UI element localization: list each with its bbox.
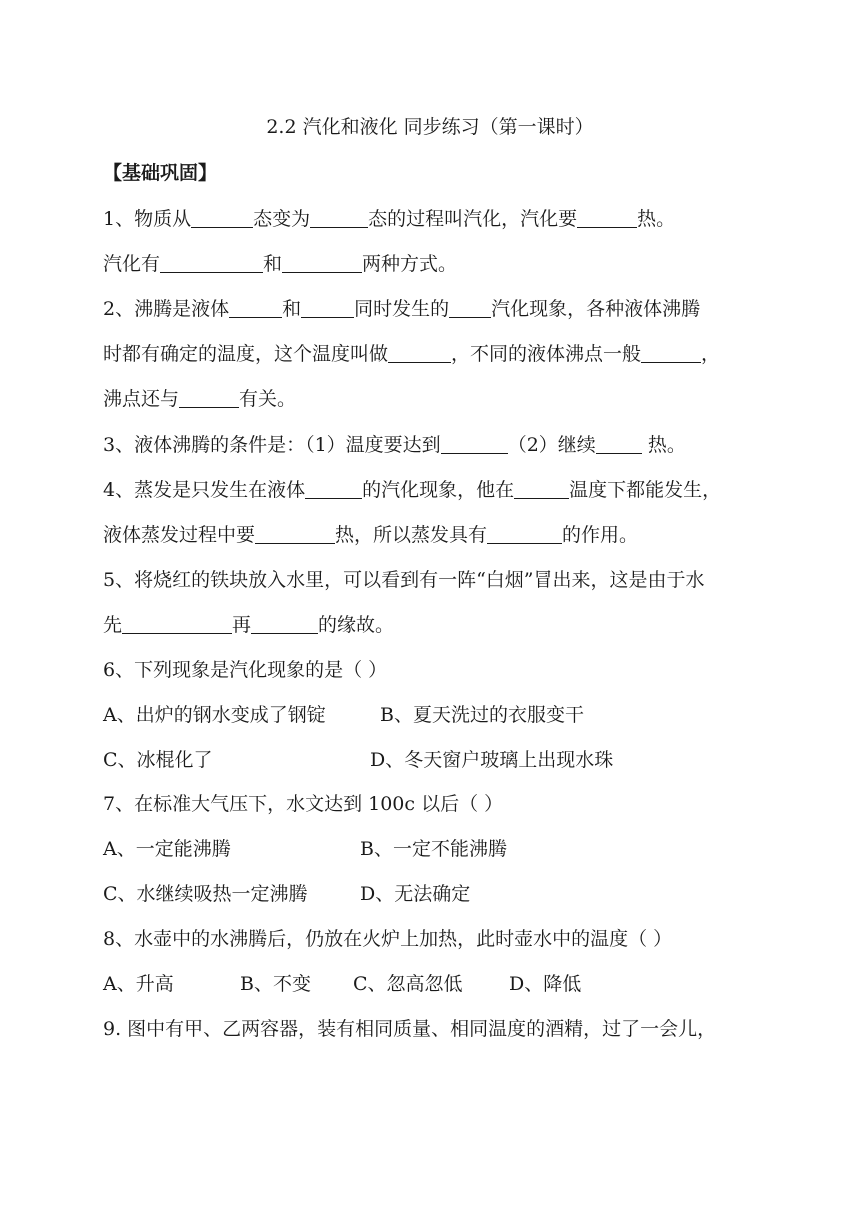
- question-5-line-1: 5、将烧红的铁块放入水里，可以看到有一阵“白烟”冒出来，这是由于水: [103, 569, 705, 591]
- question-6-option-b: B、夏天洗过的衣服变干: [380, 704, 584, 726]
- question-1-line-1: [103, 205, 675, 233]
- answer-blank[interactable]: [441, 433, 508, 454]
- answer-blank[interactable]: [282, 252, 362, 273]
- answer-blank[interactable]: [596, 433, 642, 454]
- question-8-option-a: A、升高: [103, 973, 174, 995]
- question-text: 再: [232, 614, 252, 636]
- question-4-line-2: [103, 521, 638, 549]
- question-text: 时都有确定的温度，这个温度叫做: [103, 343, 389, 365]
- question-text: 热。: [641, 434, 686, 456]
- question-1-line-2: [103, 250, 457, 278]
- question-text: 2、沸腾是液体: [103, 298, 230, 320]
- question-7: 7、在标准大气压下，水文达到 100c 以后（ ）: [103, 793, 504, 815]
- question-text: 热。: [637, 208, 676, 230]
- answer-blank[interactable]: [255, 523, 335, 544]
- answer-blank[interactable]: [310, 207, 368, 228]
- answer-blank[interactable]: [229, 297, 282, 318]
- question-2-line-1: [103, 295, 700, 323]
- question-text: 态的过程叫汽化，汽化要: [368, 208, 578, 230]
- answer-blank[interactable]: [305, 478, 362, 499]
- question-6: 6、下列现象是汽化现象的是（ ）: [103, 659, 388, 681]
- answer-blank[interactable]: [641, 342, 701, 363]
- question-text: 4、蒸发是只发生在液体: [103, 479, 306, 501]
- page-title: 2.2 汽化和液化 同步练习（第一课时）: [266, 116, 594, 138]
- question-7-option-c: C、水继续吸热一定沸腾: [103, 883, 308, 905]
- answer-blank[interactable]: [179, 387, 239, 408]
- question-text: 两种方式。: [362, 253, 458, 275]
- question-4-line-1: [103, 476, 721, 504]
- question-text: 和: [282, 298, 302, 320]
- question-text: 的缘故。: [318, 614, 395, 636]
- question-text: 沸点还与: [103, 388, 180, 410]
- question-text: 先: [103, 614, 123, 636]
- question-8-option-d: D、降低: [509, 973, 582, 995]
- question-6-option-c: C、冰棍化了: [103, 749, 213, 771]
- question-8-option-b: B、不变: [240, 973, 311, 995]
- answer-blank[interactable]: [449, 297, 491, 318]
- question-6-option-a: A、出炉的钢水变成了钢锭: [103, 704, 326, 726]
- answer-blank[interactable]: [160, 252, 263, 273]
- question-5-line-2: [103, 611, 394, 639]
- question-text: 液体蒸发过程中要: [103, 524, 256, 546]
- question-text: 态变为: [253, 208, 311, 230]
- question-8: 8、水壶中的水沸腾后，仍放在火炉上加热，此时壶水中的温度（ ）: [103, 928, 673, 950]
- answer-blank[interactable]: [514, 478, 569, 499]
- question-text: 温度下都能发生，: [569, 479, 722, 501]
- question-9: 9. 图中有甲、乙两容器，装有相同质量、相同温度的酒精，过了一会儿，: [103, 1018, 717, 1040]
- question-6-option-d: D、冬天窗户玻璃上出现水珠: [370, 749, 614, 771]
- answer-blank[interactable]: [388, 342, 451, 363]
- question-text: 汽化现象，各种液体沸腾: [491, 298, 701, 320]
- question-7-option-a: A、一定能沸腾: [103, 838, 231, 860]
- question-text: （2）继续: [507, 434, 596, 456]
- question-7-option-b: B、一定不能沸腾: [360, 838, 507, 860]
- section-heading: 【基础巩固】: [103, 162, 218, 184]
- question-text: 汽化有: [103, 253, 161, 275]
- question-text: 的作用。: [562, 524, 639, 546]
- question-text: 同时发生的: [354, 298, 450, 320]
- question-text: 1、物质从: [103, 208, 192, 230]
- question-2-line-2: [103, 340, 720, 368]
- question-text: 和: [263, 253, 283, 275]
- question-2-line-3: [103, 385, 296, 413]
- question-8-option-c: C、忽高忽低: [353, 973, 463, 995]
- question-7-option-d: D、无法确定: [360, 883, 471, 905]
- question-3: [103, 431, 686, 459]
- question-text: 热，所以蒸发具有: [335, 524, 488, 546]
- question-text: ，不同的液体沸点一般: [451, 343, 642, 365]
- answer-blank[interactable]: [487, 523, 562, 544]
- answer-blank[interactable]: [251, 613, 318, 634]
- answer-blank[interactable]: [122, 613, 232, 634]
- question-text: ，: [701, 343, 721, 365]
- answer-blank[interactable]: [191, 207, 253, 228]
- answer-blank[interactable]: [301, 297, 354, 318]
- question-text: 有关。: [239, 388, 297, 410]
- answer-blank[interactable]: [577, 207, 637, 228]
- question-text: 3、液体沸腾的条件是：（1）温度要达到: [103, 434, 441, 456]
- question-text: 的汽化现象，他在: [362, 479, 515, 501]
